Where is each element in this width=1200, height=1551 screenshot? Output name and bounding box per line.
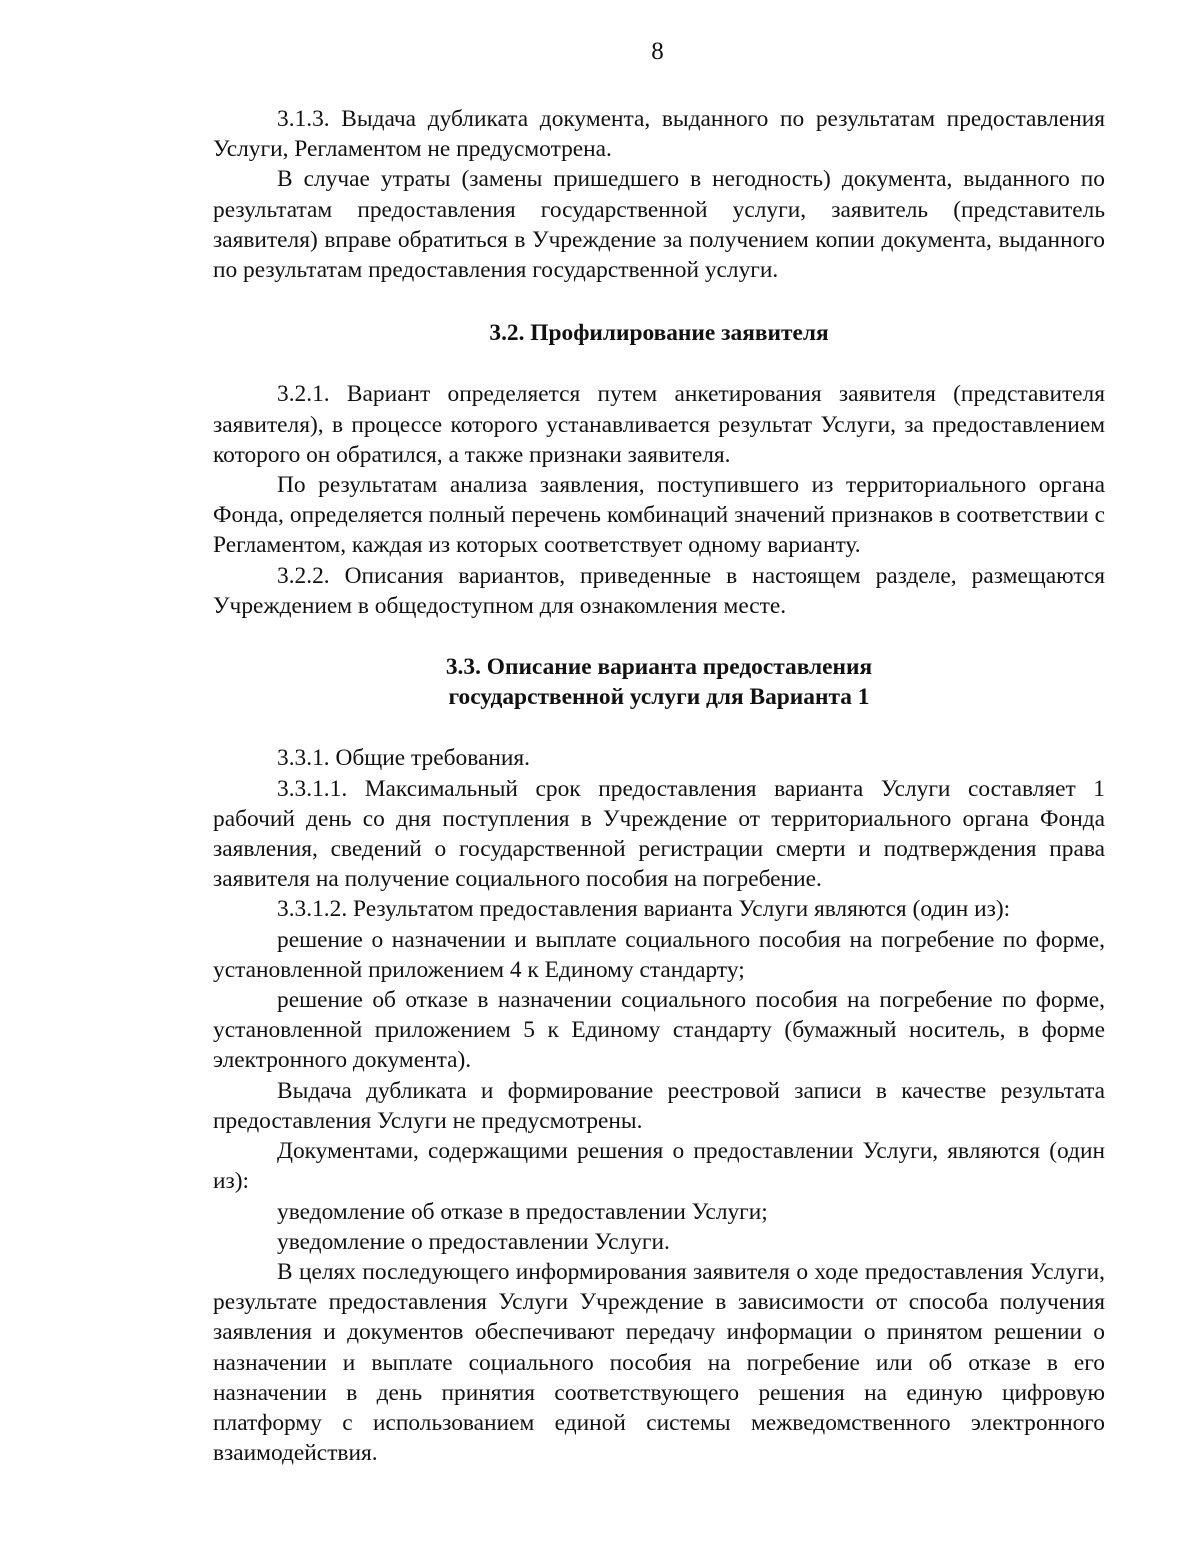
paragraph-informing: В целях последующего информирования заявителя о ходе предоставления Услуги, результате предоставления Услуги Учреждение в зависимости от способа получения заявления и документов обеспечивают передачу информации о принятом решении о назначении и выплате социального пособия на погребение или об отказе в его назначении в день принятия соответствующего решения на единую цифровую платформу с использованием единой системы межведомственного электронного взаимодействия. [213,1258,1105,1467]
section-heading-3-3-line2: государственной услуги для Варианта 1 [448,684,870,711]
paragraph-analysis: По результатам анализа заявления, поступившего из территориального органа Фонда, определяется полный перечень комбинаций значений признаков в соответствии с Регламентом, каждая из которых соответствует одному варианту. [213,472,1105,559]
list-item-refusal-notice: уведомление об отказе в предоставлении Услуги; [277,1198,768,1225]
section-3-2-body [213,379,1105,621]
document-body [213,104,1105,1468]
paragraph-duplicate-loss: В случае утраты (замены пришедшего в негодность) документа, выданного по результатам предоставления государственной услуги, заявитель (представитель заявителя) вправе обратиться в Учреждение за получением копии документа, выданного по результатам предоставления государственной услуги. [213,166,1105,284]
paragraph-3-2-1: 3.2.1. Вариант определяется путем анкетирования заявителя (представителя заявителя), в процессе которого устанавливается результат Услуги, за предоставлением которого он обратился, а также признаки заявителя. [213,381,1105,468]
page-number: 8 [651,38,664,65]
paragraph-decision-documents: Документами, содержащими решения о предоставлении Услуги, являются (один из): [213,1138,1105,1195]
list-item-grant-notice: уведомление о предоставлении Услуги. [277,1228,670,1255]
section-heading-3-2: 3.2. Профилирование заявителя [489,320,829,347]
paragraph-3-2-2: 3.2.2. Описания вариантов, приведенные в настоящем разделе, размещаются Учреждением в общедоступном для ознакомления месте. [213,562,1105,619]
list-item-decision-refusal: решение об отказе в назначении социального пособия на погребение по форме, установленной приложением 5 к Единому стандарту (бумажный носитель, в форме электронного документа). [213,987,1105,1074]
paragraph-3-3-1-2: 3.3.1.2. Результатом предоставления варианта Услуги являются (один из): [277,896,1011,923]
paragraph-3-3-1-1: 3.3.1.1. Максимальный срок предоставления варианта Услуги составляет 1 рабочий день со дня поступления в Учреждение от территориального органа Фонда заявления, сведений о государственной регистрации смерти и подтверждения права заявителя на получение социального пособия на погребение. [213,775,1105,893]
paragraph-3-1-3: 3.1.3. Выдача дубликата документа, выданного по результатам предоставления Услуги, Регламентом не предусмотрена. [213,106,1105,163]
paragraph-no-duplicate: Выдача дубликата и формирование реестровой записи в качестве результата предоставления Услуги не предусмотрены. [213,1077,1105,1134]
list-item-decision-grant: решение о назначении и выплате социального пособия на погребение по форме, установленной приложением 4 к Единому стандарту; [213,926,1105,983]
section-3-3-body [213,743,1105,1468]
section-heading-3-3-line1: 3.3. Описание варианта предоставления [445,654,873,681]
section-heading-3-3 [213,652,1105,712]
paragraph-3-3-1: 3.3.1. Общие требования. [277,745,530,772]
